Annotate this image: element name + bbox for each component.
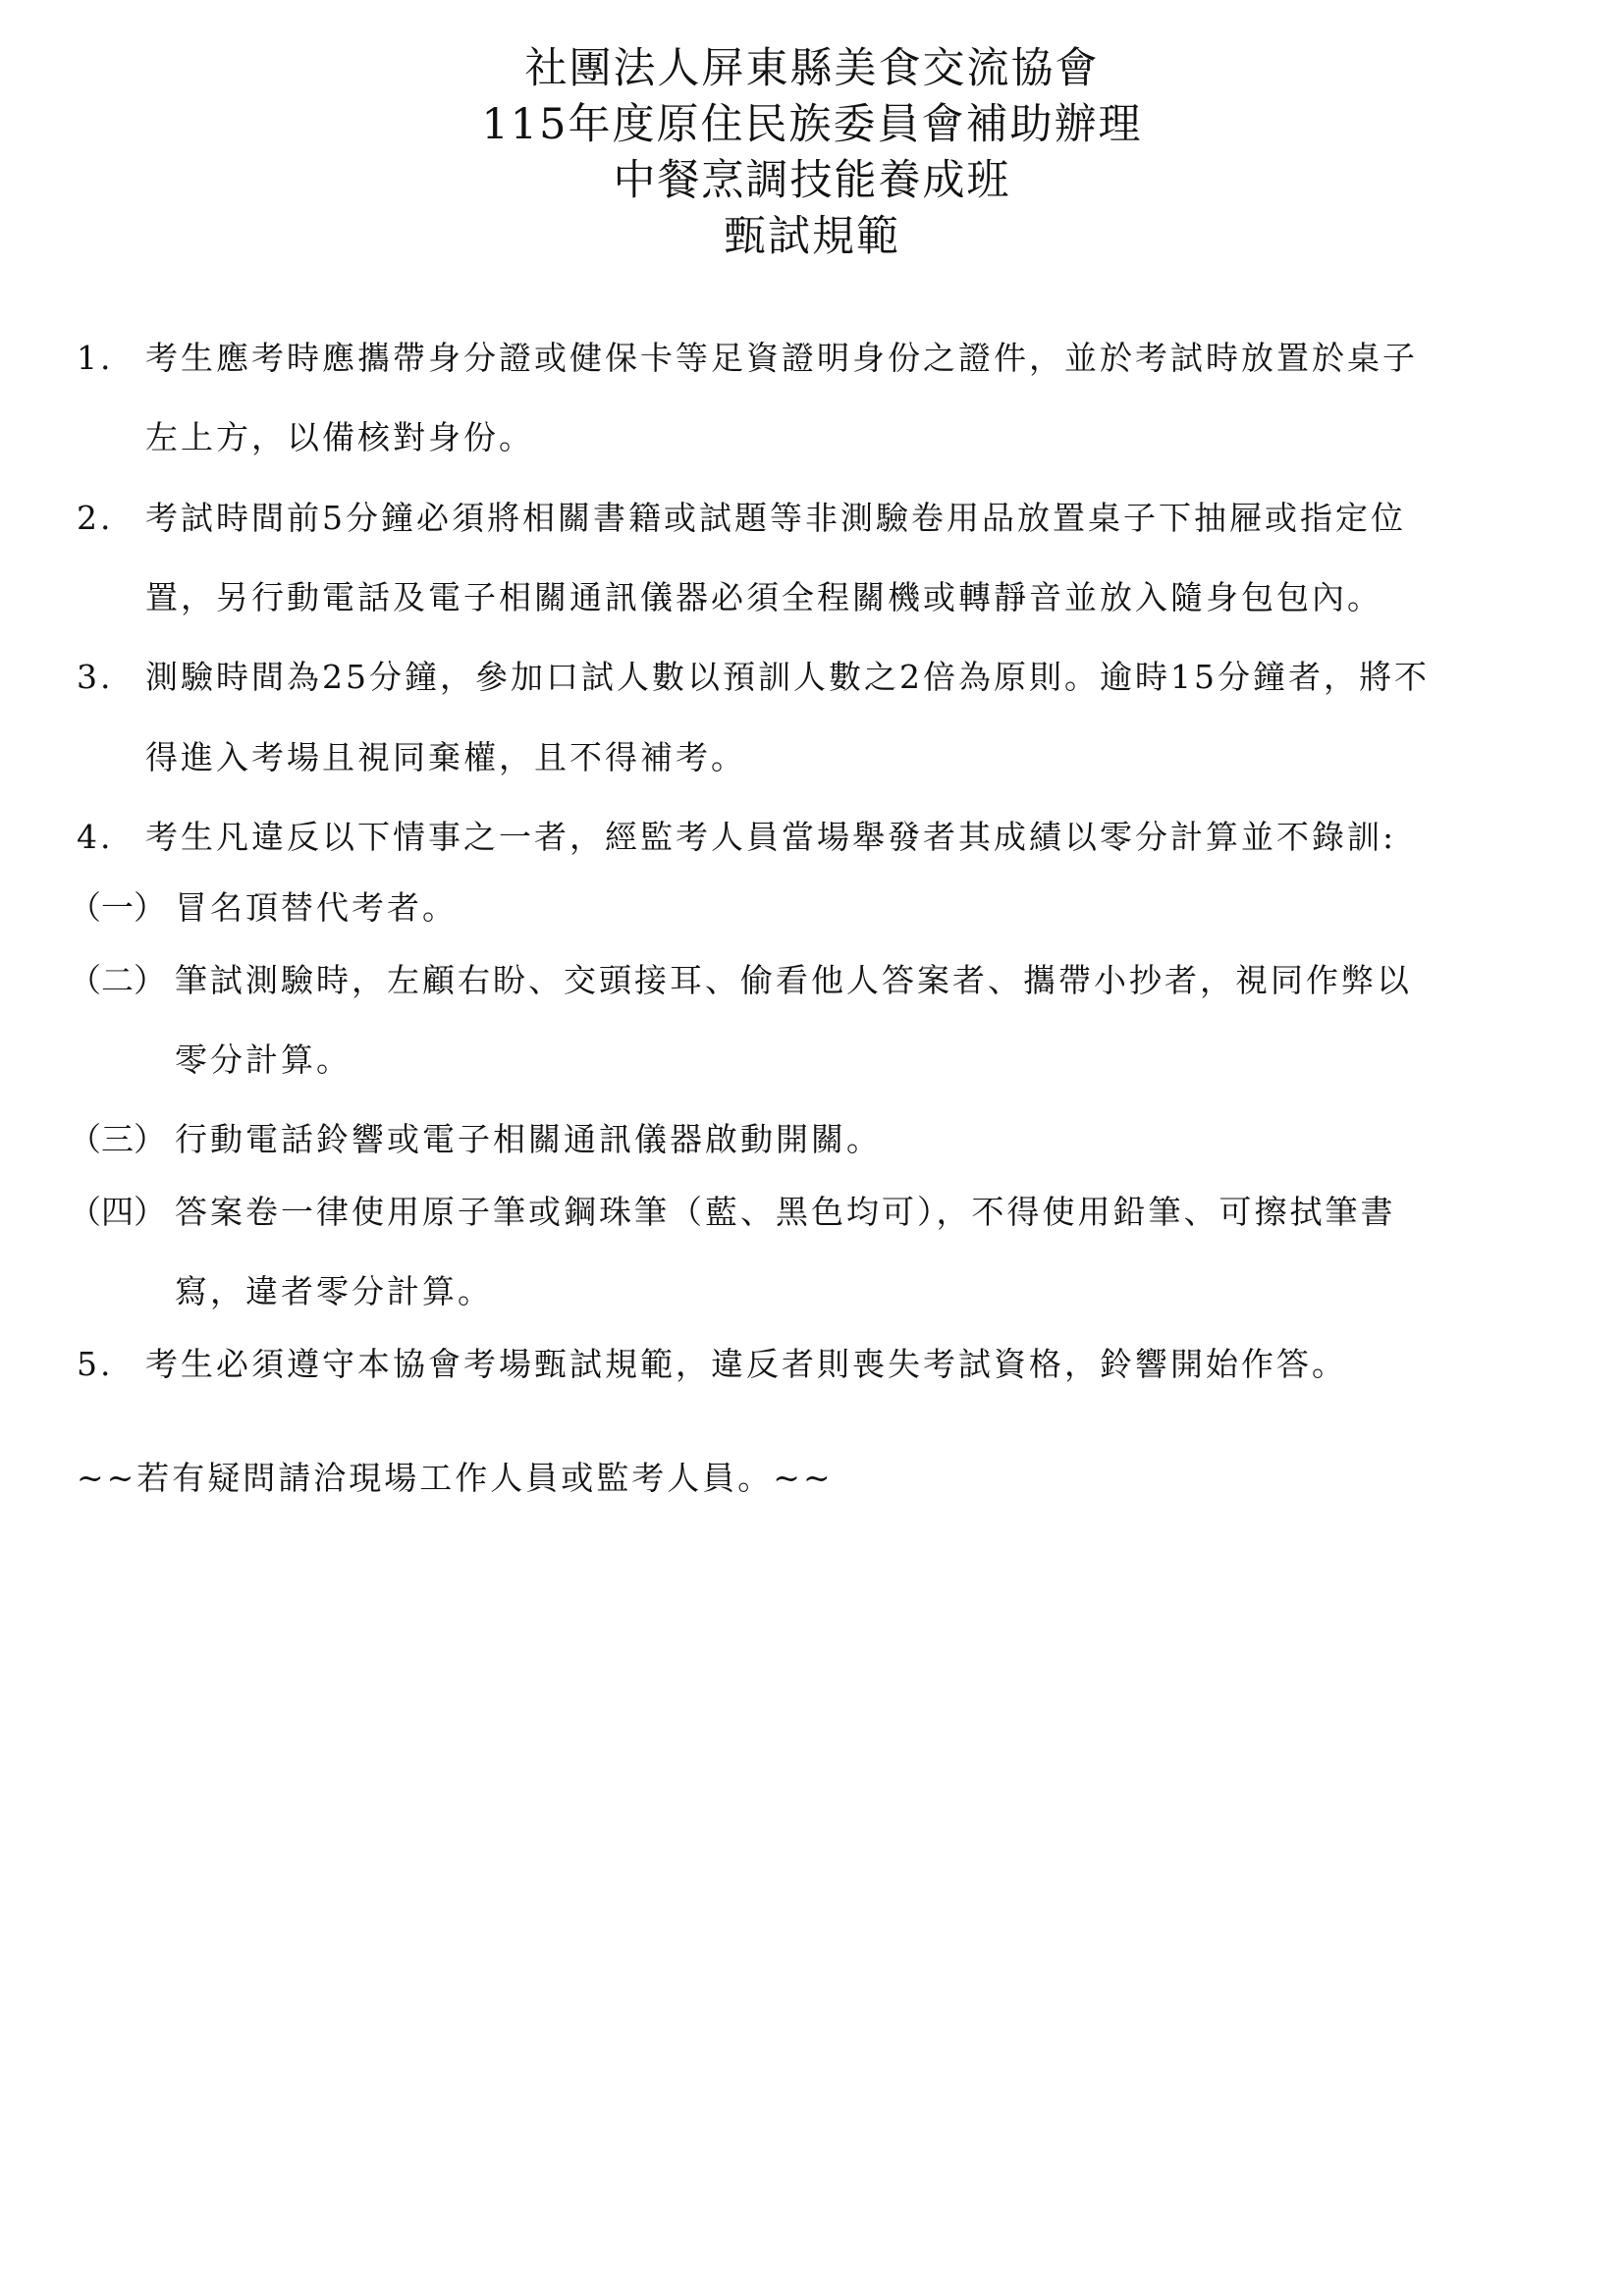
rule-2-continued: 置，另行動電話及電子相關通訊儀器必須全程關機或轉靜音並放入隨身包包內。 (145, 578, 1382, 616)
rule-number: 1. (77, 339, 114, 377)
rule-number: 4. (77, 818, 114, 856)
document-title (0, 41, 1624, 265)
rule-number: 3. (77, 658, 114, 696)
sub-rule-number: （二） (69, 961, 166, 999)
sub-rule-4-continued: 寫，違者零分計算。 (175, 1272, 493, 1310)
rule-3-continued: 得進入考場且視同棄權，且不得補考。 (145, 738, 746, 776)
rule-text: 考生凡違反以下情事之一者，經監考人員當場舉發者其成績以零分計算並不錄訓: (145, 818, 1397, 856)
sub-rule-number: （三） (69, 1120, 166, 1158)
rule-number: 5. (77, 1345, 114, 1383)
sub-rule-1 (69, 888, 458, 928)
sub-rule-number: （四） (69, 1193, 166, 1231)
rule-text: 考生必須遵守本協會考場甄試規範，違反者則喪失考試資格，鈴響開始作答。 (145, 1345, 1347, 1383)
program-year: 115年度原住民族委員會補助辦理 (481, 100, 1143, 149)
sub-rule-number: （一） (69, 888, 166, 927)
rule-text: 考試時間前5分鐘必須將相關書籍或試題等非測驗卷用品放置桌子下抽屜或指定位 (145, 499, 1406, 537)
organization-name: 社團法人屏東縣美食交流協會 (524, 44, 1100, 93)
sub-rule-text: 行動電話鈴響或電子相關通訊儀器啟動開關。 (175, 1120, 882, 1158)
rule-2 (77, 499, 1406, 538)
document-heading: 甄試規範 (724, 212, 900, 261)
sub-rule-2-continued: 零分計算。 (175, 1041, 352, 1079)
rule-text: 測驗時間為25分鐘，參加口試人數以預訓人數之2倍為原則。逾時15分鐘者，將不 (145, 658, 1430, 696)
course-name: 中餐烹調技能養成班 (613, 156, 1011, 205)
rule-1 (77, 339, 1418, 378)
sub-rule-text: 冒名頂替代考者。 (175, 888, 458, 927)
sub-rule-4 (69, 1193, 1396, 1232)
sub-rule-2 (69, 961, 1412, 1000)
rule-number: 2. (77, 499, 114, 537)
sub-rule-text: 答案卷一律使用原子筆或鋼珠筆（藍、黑色均可），不得使用鉛筆、可擦拭筆書 (175, 1193, 1396, 1231)
contact-note: ~~若有疑問請洽現場工作人員或監考人員。~~ (77, 1459, 834, 1497)
rule-1-continued: 左上方，以備核對身份。 (145, 418, 534, 456)
rule-text: 考生應考時應攜帶身分證或健保卡等足資證明身份之證件，並於考試時放置於桌子 (145, 339, 1418, 377)
sub-rule-3 (69, 1120, 882, 1159)
rule-5 (77, 1345, 1347, 1384)
sub-rule-text: 筆試測驗時，左顧右盼、交頭接耳、偷看他人答案者、攜帶小抄者，視同作弊以 (175, 961, 1412, 999)
rule-3 (77, 658, 1430, 697)
rule-4 (77, 818, 1396, 857)
